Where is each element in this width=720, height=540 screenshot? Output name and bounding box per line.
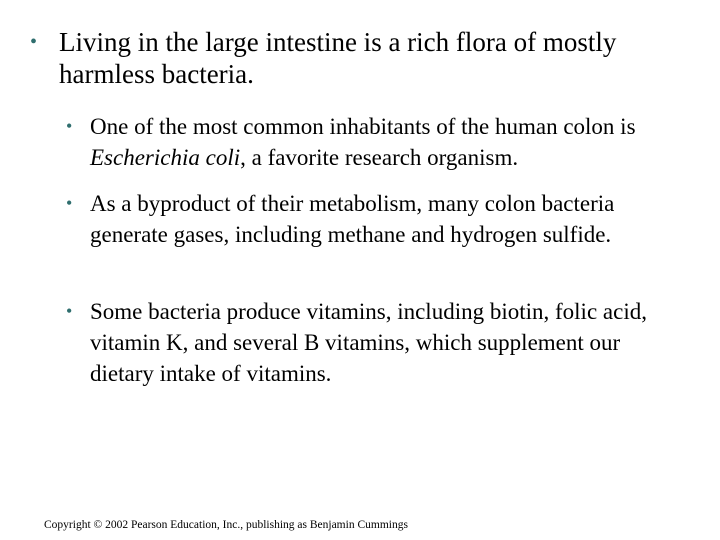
sub-bullet-gases bbox=[66, 188, 686, 250]
sub-bullet-text-start: One of the most common inhabitants of the human colon is bbox=[90, 114, 636, 139]
sub-bullet-ecoli bbox=[66, 111, 686, 173]
species-name: Escherichia coli bbox=[90, 145, 241, 170]
sub-bullet-text: As a byproduct of their metabolism, many colon bacteria generate gases, including methane and hydrogen sulfide. bbox=[90, 191, 615, 247]
main-bullet-text: Living in the large intestine is a rich flora of mostly harmless bacteria. bbox=[59, 27, 617, 89]
bullet-icon: • bbox=[66, 193, 73, 213]
bullet-icon: • bbox=[66, 301, 73, 321]
sub-bullet-text: Some bacteria produce vitamins, including biotin, folic acid, vitamin K, and several B vitamins, which supplement our dietary intake of vitamins. bbox=[90, 299, 647, 386]
bullet-icon: • bbox=[66, 116, 73, 136]
sub-bullet-text bbox=[90, 111, 686, 173]
sub-bullet-text-end: , a favorite research organism. bbox=[240, 145, 519, 170]
bullet-icon: • bbox=[30, 31, 38, 53]
copyright-footer: Copyright © 2002 Pearson Education, Inc., publishing as Benjamin Cummings bbox=[44, 519, 408, 531]
sub-bullet-vitamins bbox=[66, 296, 686, 389]
main-bullet bbox=[30, 26, 700, 90]
